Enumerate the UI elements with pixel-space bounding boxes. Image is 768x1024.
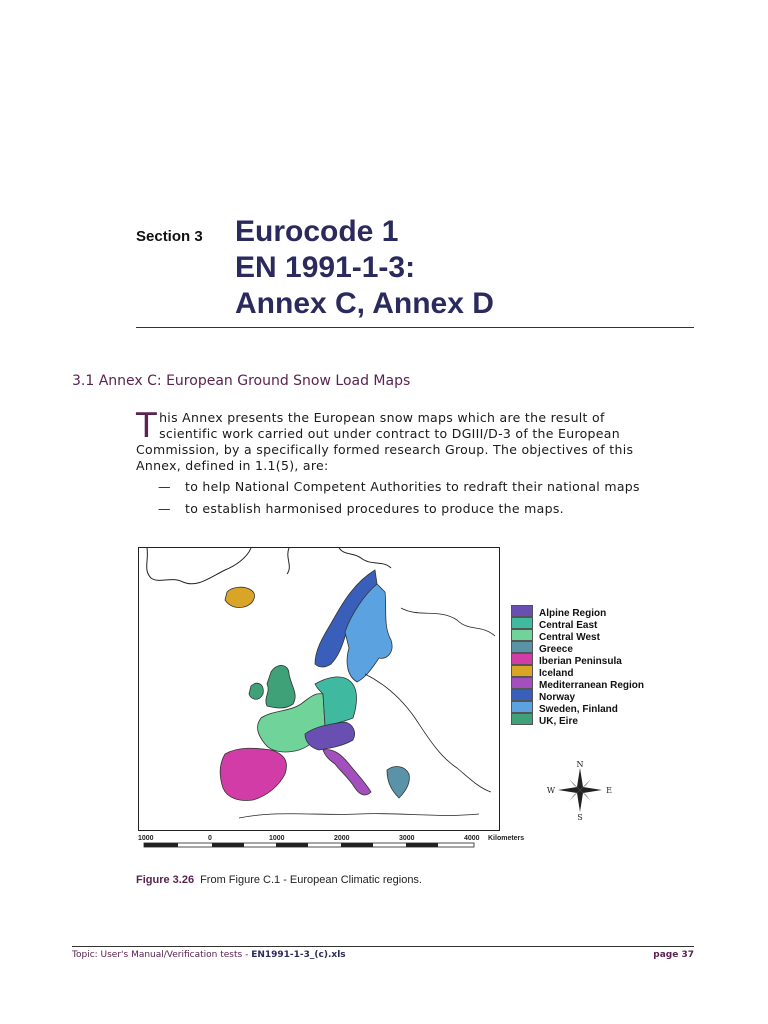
map-scale-bar bbox=[138, 832, 538, 856]
scale-tick: 3000 bbox=[399, 835, 415, 842]
scale-tick: 1000 bbox=[138, 835, 154, 842]
compass-rose bbox=[545, 760, 615, 824]
section-label: Section 3 bbox=[136, 228, 203, 245]
compass-e: E bbox=[606, 786, 612, 795]
footer-divider bbox=[72, 946, 694, 947]
legend-swatch bbox=[511, 701, 533, 713]
compass-w: W bbox=[546, 786, 556, 795]
figure-caption bbox=[136, 874, 422, 886]
legend-label: Greece bbox=[539, 644, 573, 655]
legend-swatch bbox=[511, 605, 533, 617]
footer-file-name: EN1991-1-3_(c).xls bbox=[251, 950, 346, 960]
figure-caption-text: From Figure C.1 - European Climatic regions. bbox=[200, 874, 422, 886]
legend-label: Iberian Peninsula bbox=[539, 656, 622, 667]
title-line: Eurocode 1 bbox=[235, 215, 399, 248]
page-title bbox=[235, 214, 494, 322]
intro-paragraph bbox=[136, 406, 666, 474]
map-legend bbox=[511, 605, 644, 725]
legend-swatch bbox=[511, 617, 533, 629]
legend-label: UK, Eire bbox=[539, 716, 578, 727]
scale-tick: 4000 bbox=[464, 835, 480, 842]
bullet-dash: — bbox=[158, 479, 171, 494]
legend-label: Central West bbox=[539, 632, 600, 643]
figure-number: Figure 3.26 bbox=[136, 874, 195, 886]
legend-swatch bbox=[511, 677, 533, 689]
list-item bbox=[158, 479, 698, 501]
legend-item bbox=[511, 677, 644, 689]
legend-item bbox=[511, 605, 644, 617]
legend-label: Central East bbox=[539, 620, 598, 631]
legend-item bbox=[511, 629, 644, 641]
list-item bbox=[158, 501, 698, 523]
legend-label: Sweden, Finland bbox=[539, 704, 618, 715]
drop-cap: T bbox=[136, 406, 158, 446]
bullet-dash: — bbox=[158, 501, 171, 516]
legend-swatch bbox=[511, 629, 533, 641]
compass-n: N bbox=[576, 760, 584, 769]
page-number: page 37 bbox=[653, 950, 694, 960]
paragraph-text: his Annex presents the European snow maps which are the result of scientific work carried out under contract to DGIII/D-3 of the European Commission, by a specifically formed research Group. The objectives of this Annex, defined in 1.1(5), are: bbox=[136, 410, 634, 473]
list-item-text: to establish harmonised procedures to produce the maps. bbox=[185, 501, 564, 516]
legend-item bbox=[511, 713, 644, 725]
legend-item bbox=[511, 653, 644, 665]
compass-s: S bbox=[577, 813, 583, 820]
title-line: EN 1991-1-3: bbox=[235, 251, 416, 284]
europe-map bbox=[138, 547, 500, 831]
scale-tick: 2000 bbox=[334, 835, 350, 842]
scale-tick: 1000 bbox=[269, 835, 285, 842]
legend-swatch bbox=[511, 641, 533, 653]
legend-swatch bbox=[511, 713, 533, 725]
scale-unit: Kilometers bbox=[488, 835, 525, 842]
footer-topic-prefix: Topic: User's Manual/Verification tests - bbox=[72, 950, 252, 960]
legend-label: Mediterranean Region bbox=[539, 680, 645, 691]
legend-item bbox=[511, 617, 644, 629]
title-line: Annex C, Annex D bbox=[235, 287, 494, 320]
list-item-text: to help National Competent Authorities to redraft their national maps bbox=[185, 479, 640, 494]
legend-swatch bbox=[511, 665, 533, 677]
legend-item bbox=[511, 701, 644, 713]
title-divider bbox=[136, 327, 694, 328]
legend-swatch bbox=[511, 689, 533, 701]
legend-swatch bbox=[511, 653, 533, 665]
legend-label: Iceland bbox=[539, 668, 574, 679]
subsection-heading: 3.1 Annex C: European Ground Snow Load Maps bbox=[72, 373, 411, 389]
objectives-list bbox=[158, 479, 698, 523]
legend-label: Alpine Region bbox=[539, 608, 607, 619]
footer-topic bbox=[72, 950, 346, 960]
legend-label: Norway bbox=[539, 692, 576, 703]
scale-tick: 0 bbox=[208, 835, 212, 842]
